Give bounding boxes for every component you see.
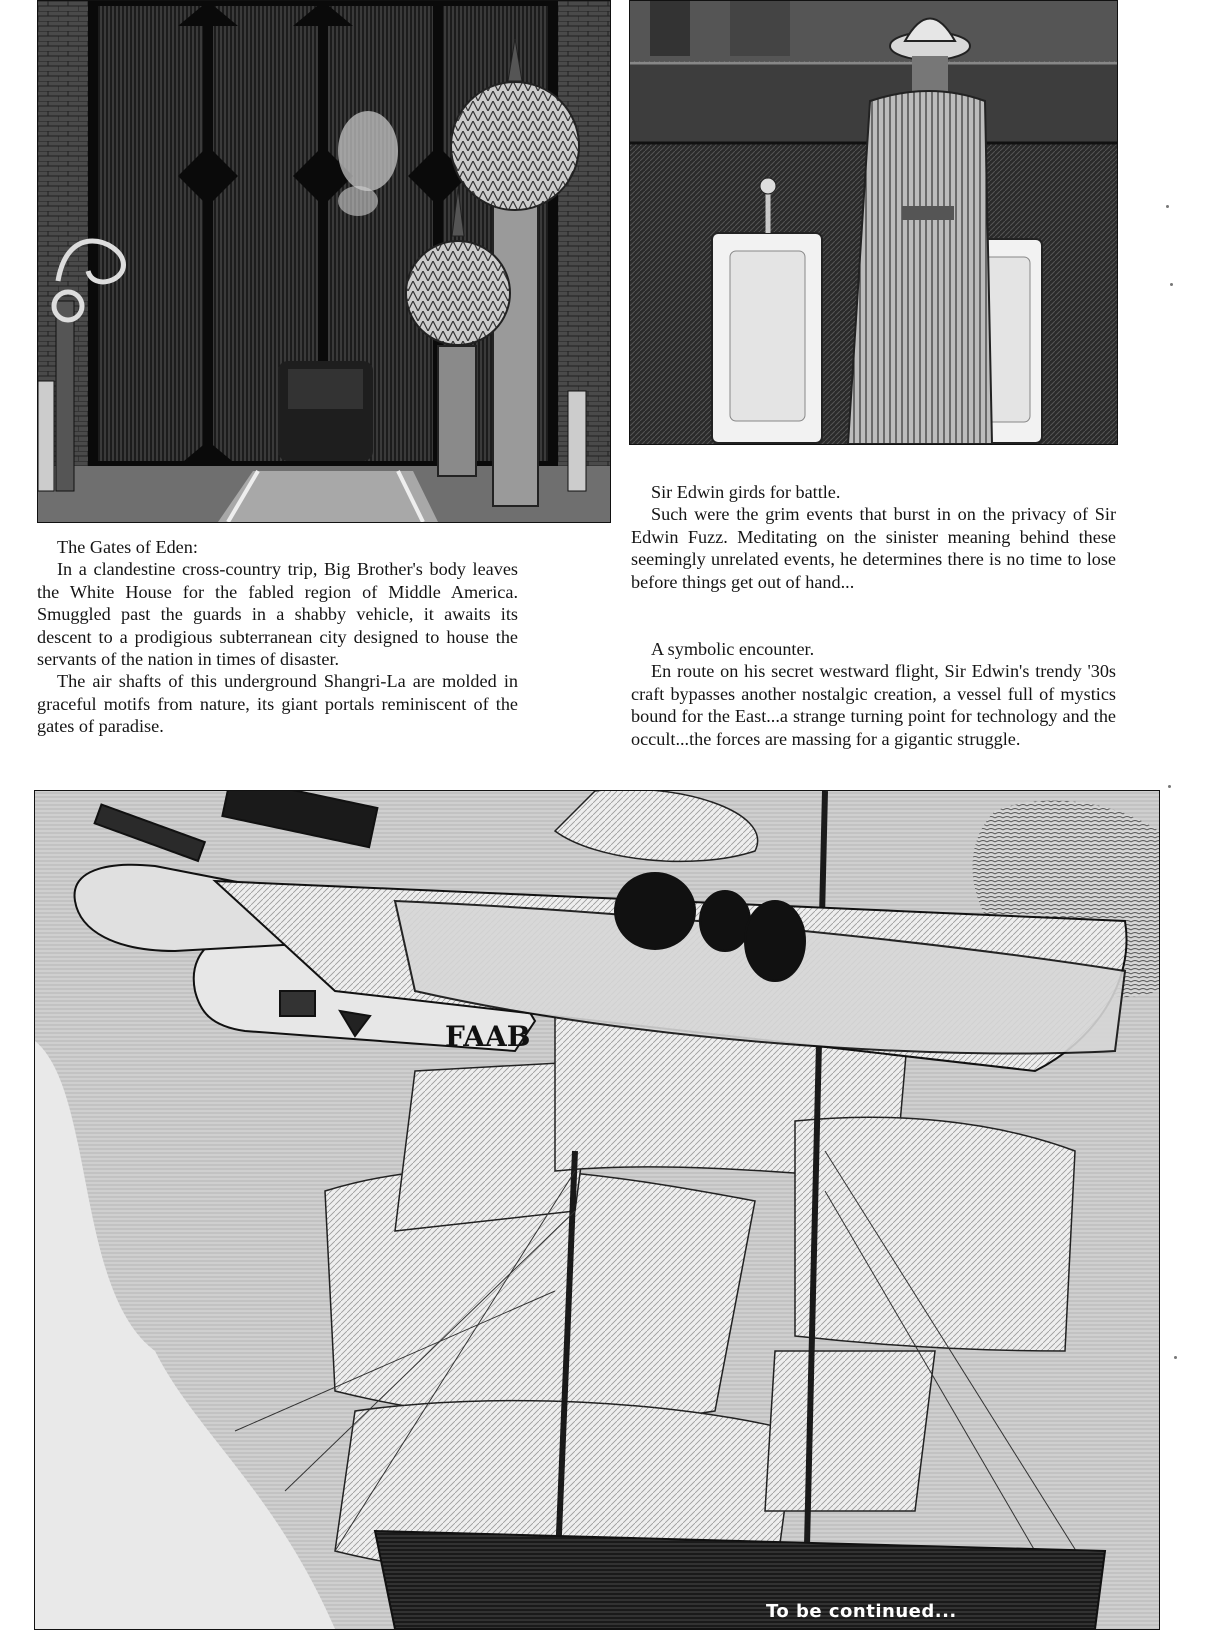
- to-be-continued-label: To be continued...: [766, 1601, 957, 1622]
- margin-speck: [1170, 283, 1173, 286]
- gates-of-eden-caption: [37, 536, 518, 738]
- ship-drawing: [35, 791, 1159, 1629]
- gates-caption-paragraph: The air shafts of this underground Shangri-La are molded in graceful motifs from nature, its giant portals reminiscent of the gates of paradise.: [37, 671, 518, 737]
- margin-speck: [1166, 205, 1169, 208]
- gates-drawing: [38, 1, 610, 522]
- symbolic-encounter-caption: [631, 638, 1116, 750]
- margin-speck: [1174, 1356, 1177, 1359]
- encounter-caption-title: A symbolic encounter.: [651, 639, 815, 659]
- sir-edwin-illustration: [629, 0, 1118, 445]
- gates-caption-paragraph: In a clandestine cross-country trip, Big Brother's body leaves the White House for the fabled region of Middle America. Smuggled past the guards in a shabby vehicle, it awaits its descent to a prodigious subterranean city designed to house the servants of the nation in times of disaster.: [37, 559, 518, 670]
- urinal-drawing: [630, 1, 1117, 444]
- battle-caption-paragraph: Such were the grim events that burst in on the privacy of Sir Edwin Fuzz. Meditating on the sinister meaning behind these seemingly unrelated events, he determines there is no time to lose before things get out of hand...: [631, 504, 1116, 592]
- margin-speck: [1168, 785, 1171, 788]
- gates-of-eden-illustration: [37, 0, 611, 523]
- gates-caption-title: The Gates of Eden:: [57, 537, 198, 557]
- encounter-caption-paragraph: En route on his secret westward flight, Sir Edwin's trendy '30s craft bypasses another nostalgic creation, a vessel full of mystics bound for the East...a strange turning point for technology and the occult...the forces are massing for a gigantic struggle.: [631, 661, 1116, 749]
- airplane-ship-illustration: [34, 790, 1160, 1630]
- battle-caption-title: Sir Edwin girds for battle.: [651, 482, 841, 502]
- sir-edwin-caption: [631, 481, 1116, 593]
- plane-marking: FAAB: [445, 1020, 531, 1053]
